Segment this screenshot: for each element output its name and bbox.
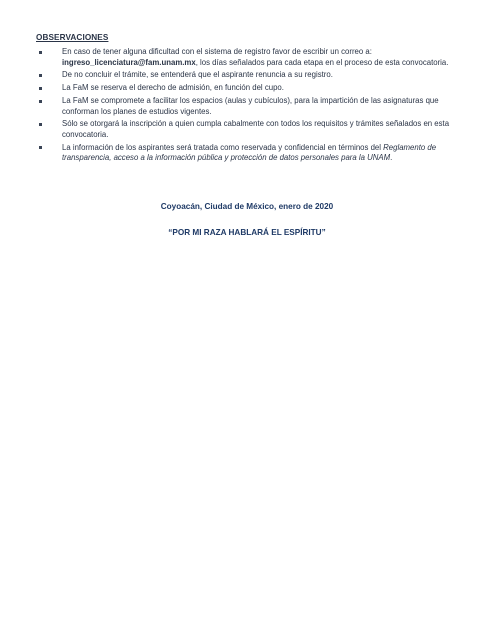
privacy-text-intro: La información de los aspirantes será tratada como reservada y confidencial en términos del	[62, 142, 384, 152]
section-title-observaciones: OBSERVACIONES	[36, 33, 109, 42]
incomplete-process-text: De no concluir el trámite, se entenderá que el aspirante renuncia a su registro.	[62, 70, 333, 80]
bullet-icon	[39, 87, 42, 90]
email-support-text-outro: , los días señalados para cada etapa en el proceso de esta convocatoria.	[195, 57, 449, 67]
bullet-icon	[39, 74, 42, 77]
list-item-admission-right	[39, 83, 469, 94]
privacy-text-outro: .	[390, 153, 393, 163]
list-item-privacy	[39, 143, 469, 164]
support-email-address: ingreso_licenciatura@fam.unam.mx	[62, 57, 196, 67]
bullet-icon	[39, 123, 42, 126]
university-motto: “POR MI RAZA HABLARÁ EL ESPÍRITU”	[168, 228, 326, 237]
admission-right-text: La FaM se reserva el derecho de admisión, en función del cupo.	[62, 83, 284, 93]
bullet-icon	[39, 51, 42, 54]
facilities-text: La FaM se compromete a facilitar los espacios (aulas y cubículos), para la impartición de las asignaturas que conforman los planes de estudios vigentes.	[62, 95, 439, 116]
email-support-text-intro: En caso de tener alguna dificultad con el sistema de registro favor de escribir un correo a:	[62, 47, 372, 56]
list-item-facilities	[39, 96, 469, 117]
list-item-incomplete-process	[39, 70, 469, 81]
privacy-regulation-title: Reglamento de transparencia, acceso a la información pública y protección de datos personales para la UNAM	[62, 142, 437, 163]
bullet-icon	[39, 146, 42, 149]
bullet-icon	[39, 100, 42, 103]
place-and-date: Coyoacán, Ciudad de México, enero de 2020	[160, 202, 334, 211]
observations-list	[39, 47, 469, 166]
enrollment-text: Sólo se otorgará la inscripción a quien cumpla cabalmente con todos los requisitos y trámites señalados en esta convocatoria.	[62, 119, 450, 139]
list-item-email-support	[39, 47, 469, 68]
list-item-enrollment	[39, 119, 469, 140]
